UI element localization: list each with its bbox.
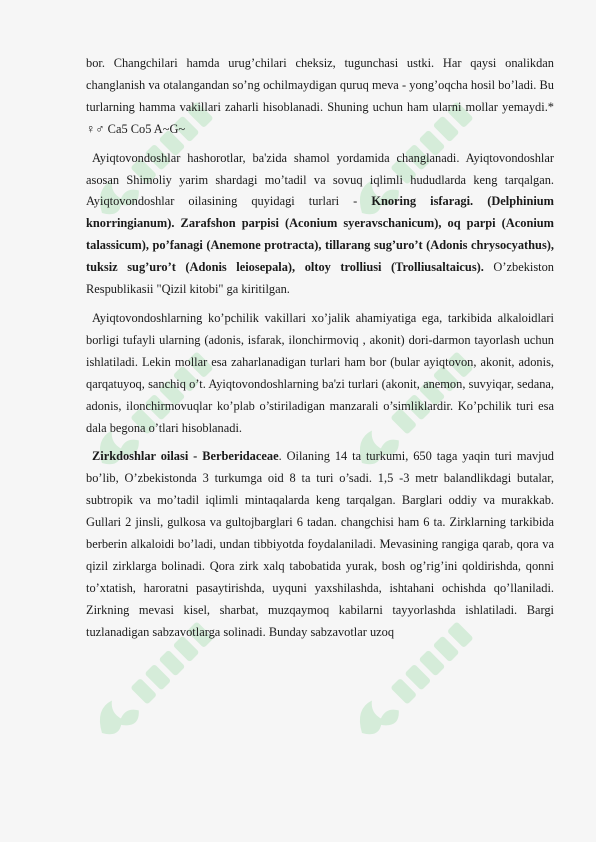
bold-text-run: Knoring isfaragi. (Delphinium knorringianum). Zarafshon parpisi (Aconium syeravschanicum), oq parpi (Aconium talassicum), po’fanagi (Anemone protracta), tillarang sug’uro’t (Adonis chrysocyathus), tuksiz sug’uro’t (Adonis leiosepala), oltoy trolliusi (Trolliusaltaicus). <box>86 194 554 275</box>
paragraph <box>86 53 554 141</box>
paragraph <box>86 148 554 301</box>
paragraph <box>86 446 554 643</box>
text-run: . Oilaning 14 ta turkumi, 650 taga yaqin turi mavjud bo’lib, O’zbekistonda 3 turkumga oid 8 ta turi o’sadi. 1,5 -3 metr balandlikdagi butalar, subtropik va mo’tadil iqlimli mintaqalarda keng tarqalgan. Barglari oddiy va murakkab. Gullari 2 jinsli, gulkosa va gultojbarglari 6 tadan. changchisi ham 6 ta. Zirklarning tarkibida berberin alkaloidi bo’ladi, undan tibbiyotda foydalaniladi. Mevasining rangiga qarab, qora va qizil zirklarga bolinadi. Qora zirk xalq tabobatida yurak, bosh og’rig’ini qoldirishda, qonni to’xtatish, haroratni pasaytirishda, uyquni yaxshilashda, ishtahani ochishda qo’llaniladi. Zirkning mevasi kisel, sharbat, muzqaymoq kabilarni tayyorlashda ishlatiladi. Bargi tuzlanadigan sabzavotlarga solinadi. Bunday sabzavotlar uzoq <box>86 449 554 639</box>
paragraph <box>86 308 554 439</box>
text-run: Ayiqtovondoshlarning ko’pchilik vakillari xo’jalik ahamiyatiga ega, tarkibida alkaloidlari borligi tufayli ularning (adonis, isfarak, ilonchirmoviq , akonit) dori-darmon tayorlash uchun ishlatiladi. Lekin mollar esa zaharlanadigan turlari ham bor (bular ayiqtovon, akonit, adonis, qarqatuyoq, sanchiq o’t. Ayiqtovondoshlarning ba'zi turlari (akonit, anemon, suvyiqar, sedana, adonis, ilonchirmovuqlar ko’plab o’stiriladigan manzarali o’simliklardir. Ko’pchilik turi esa dala begona o’tlari hisoblanadi. <box>86 310 554 435</box>
bold-text-run: Zirkdoshlar oilasi - Berberidaceae <box>92 449 279 464</box>
text-run: O’zbekiston Respublikasii "Qizil kitobi" ga kiritilgan. <box>86 260 554 297</box>
text-run: bor. Changchilari hamda urug’chilari cheksiz, tugunchasi ustki. Har qaysi onalikdan changlanish va otalangandan so’ng ochilmaydigan quruq meva - yong’oqcha hosil bo’ladi. Bu turlarning hamma vakillari zaharli hisoblanadi. Shuning uchun ham ularni mollar yemaydi.* ♀♂ Ca5 Co5 A~G~ <box>86 56 554 136</box>
text-run: Ayiqtovondoshlar hashorotlar, ba'zida shamol yordamida changlanadi. Ayiqtovondoshlar asosan Shimoliy yarim shardagi mo’tadil va sovuq iqlimli hududlarda keng tarqalgan. Ayiqtovondoshlar oilasining quyidagi turlari - <box>86 150 554 209</box>
document-body <box>86 53 554 651</box>
